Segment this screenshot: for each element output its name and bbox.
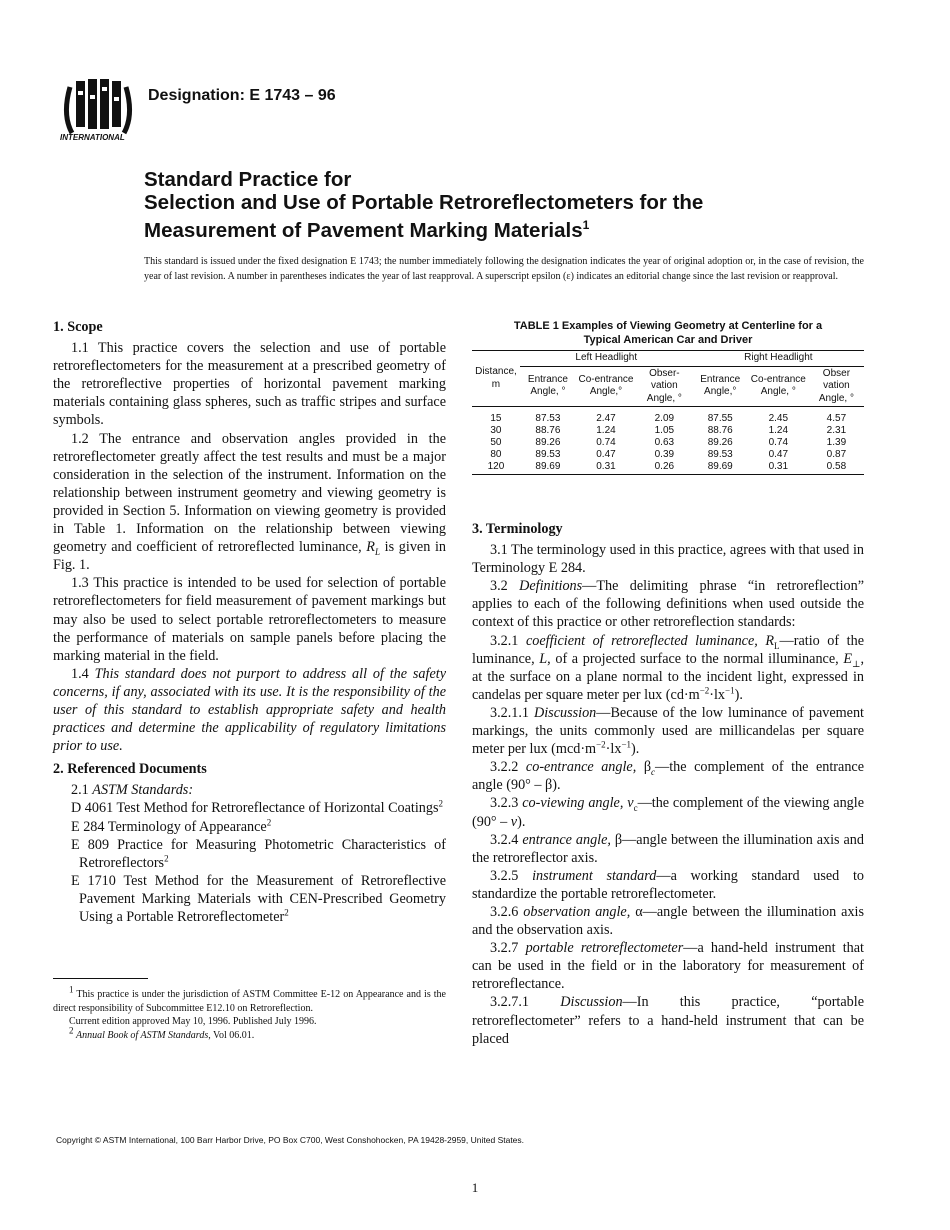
para-1-4: 1.4 This standard does not purport to address all of the safety concerns, if any, associated with its use. It is the responsibility of the user of this standard to establish appropriate safety and health practices and determine the applicability of regulatory limitations prior to use. xyxy=(53,665,447,755)
table-row: 30 88.76 1.24 1.05 88.76 1.24 2.31 xyxy=(490,424,847,436)
group-header-left: Left Headlight xyxy=(520,351,693,367)
col-header: Obser-vation Angle, ° xyxy=(636,366,693,407)
para-3-2-6: 3.2.6 observation angle, α—angle between the illumination axis and the observation axis. xyxy=(472,903,865,939)
table-row: 120 89.69 0.31 0.26 89.69 0.31 0.58 xyxy=(472,461,864,474)
table-1-title: TABLE 1 Examples of Viewing Geometry at Centerline for a Typical American Car and Driver xyxy=(513,320,823,346)
logo-international-text: INTERNATIONAL xyxy=(60,133,125,142)
right-column xyxy=(472,520,864,1048)
para-3-2-1-1: 3.2.1.1 Discussion—Because of the low luminance of pavement markings, the units commonly used are millicandelas per square meter per lux $(mcd\cdot m^{-2}\cdot lx^{-1})$. xyxy=(472,704,864,758)
astm-logo xyxy=(58,75,138,145)
designation: Designation: E 1743 – 96 xyxy=(148,87,336,104)
para-3-2-7: 3.2.7 portable retroreflectometer—a hand-held instrument that can be used in the field or in the laboratory for measurement of retroreflectance. xyxy=(472,940,864,993)
section-3-heading: 3. Terminology xyxy=(472,521,563,537)
para-1-1: 1.1 This practice covers the selection and use of portable retroreflectometers for the measurement at a prescribed geometry of the retroreflective properties of horizontal pavement marking materials containing glass spheres, such as traffic stripes and surface symbols. xyxy=(53,340,446,429)
para-1-3: 1.3 This practice is intended to be used for selection of portable retroreflectometers for field measurement of pavement markings but may also be used to select portable retroreflectometers to measure the performance of materials on sample panels before placing the marking material in the field. xyxy=(53,575,446,664)
table-row: 50 89.26 0.74 0.63 89.26 0.74 1.39 xyxy=(490,436,847,448)
section-2-heading: 2. Referenced Documents xyxy=(53,761,207,778)
col-header: Obser vation Angle, ° xyxy=(809,366,864,407)
col-header: Entrance Angle,° xyxy=(693,366,748,407)
para-1-2: 1.2 The entrance and observation angles provided in the retroreflectometer greatly affect the test results and must be a major consideration in the selection of the instrument. Information on the relationship between instrument geometry and viewing geometry is provided in Section 5. Information on viewing geometry is provided in Table 1. Information on the relationship between viewing geometry and coefficient of retroreflected luminance, $R_L$ is given in Fig. 1. xyxy=(53,430,447,574)
footnotes xyxy=(53,984,446,1042)
footnote-1-edition: Current edition approved May 10, 1996. Published July 1996. xyxy=(69,1016,317,1027)
para-3-2-2: 3.2.2 co-entrance angle, $\beta_c—the$ complement of the entrance angle (90° – β). xyxy=(472,759,865,794)
table-row: 80 89.53 0.47 0.39 89.53 0.47 0.87 xyxy=(490,449,847,461)
col-header: Co-entrance Angle,° xyxy=(576,366,636,407)
standard-notice: This standard is issued under the fixed designation E 1743; the number immediately following the designation indicates the year of original adoption or, in the case of revision, the year of last revision. A number in parentheses indicates the year of last reapproval. A superscript epsilon (ε) indicates an editorial change since the last revision or reapproval. xyxy=(144,256,864,282)
para-3-2: 3.2 Definitions—The delimiting phrase “in retroreflection” applies to each of the following definitions when used outside the context of this practice or other retroreflection standards: xyxy=(472,578,865,631)
para-3-2-1: 3.2.1 coefficient of retroreflected luminance, $R_L—ratio$ of the luminance, L, of a projected surface to the normal illuminance, $E_\perp$, at the surface on a plane normal to the incident light, expressed in candelas per square meter per lux $(cd\cdot m^{-2}\cdot lx^{-1})$. xyxy=(472,632,865,703)
group-header-right: Right Headlight xyxy=(693,351,864,367)
para-2-1: 2.1 ASTM Standards: xyxy=(71,782,194,799)
para-3-2-4: 3.2.4 entrance angle, β—angle between the illumination axis and the retroreflector axis. xyxy=(472,831,864,866)
ref-item: E 1710 Test Method for the Measurement of Retroreflective Pavement Marking Materials with CEN-Prescribed Geometry Using a Portable Retroreflectometer$^2$ xyxy=(71,872,446,925)
title-line-3: Measurement of Pavement Marking Materials$^1$ xyxy=(144,218,590,242)
table-1 xyxy=(472,350,864,475)
col-header: Entrance Angle, ° xyxy=(520,366,576,407)
document-title xyxy=(144,168,864,242)
footnote-2: $^2$ Annual Book of ASTM Standards, Vol 06.01. xyxy=(69,1025,255,1041)
ref-item: D 4061 Test Method for Retroreflectance of Horizontal Coatings$^2$ xyxy=(71,798,444,817)
title-line-1: Standard Practice for xyxy=(144,168,352,191)
col-header: Co-entrance Angle, ° xyxy=(748,366,809,407)
section-1-heading: 1. Scope xyxy=(53,319,103,335)
col-header-distance: Distance, m xyxy=(472,351,520,407)
para-3-1: 3.1 The terminology used in this practice, agrees with that used in Terminology E 284. xyxy=(472,542,864,577)
table-row: 15 87.53 2.47 2.09 87.55 2.45 4.57 xyxy=(490,412,847,424)
footnote-rule xyxy=(53,978,148,979)
title-line-2: Selection and Use of Portable Retroreflectometers for the xyxy=(144,191,704,214)
left-column xyxy=(53,318,446,926)
para-3-2-3: 3.2.3 co-viewing angle, $v_c—the$ complement of the viewing angle (90° – v). xyxy=(472,795,865,830)
ref-item: E 809 Practice for Measuring Photometric Characteristics of Retroreflectors$^2$ xyxy=(71,836,446,871)
ref-item: E 284 Terminology of Appearance$^2$ xyxy=(71,816,272,835)
copyright: Copyright © ASTM International, 100 Barr Harbor Drive, PO Box C700, West Conshohocken, PA 19428-2959, United States. xyxy=(56,1135,525,1145)
page-number: 1 xyxy=(471,1180,479,1195)
footnote-1: $^1$ This practice is under the jurisdiction of ASTM Committee E-12 on Appearance and is the direct responsibility of Subcommittee E12.10 on Retroreflection. xyxy=(53,984,446,1014)
para-3-2-5: 3.2.5 instrument standard—a working standard used to standardize the portable retroreflectometer. xyxy=(472,867,864,902)
para-3-2-7-1: 3.2.7.1 Discussion—In this practice, “portable retroreflectometer” refers to a hand-held instrument that can be placed xyxy=(472,994,864,1047)
title-footnote-mark: 1 xyxy=(582,218,590,232)
